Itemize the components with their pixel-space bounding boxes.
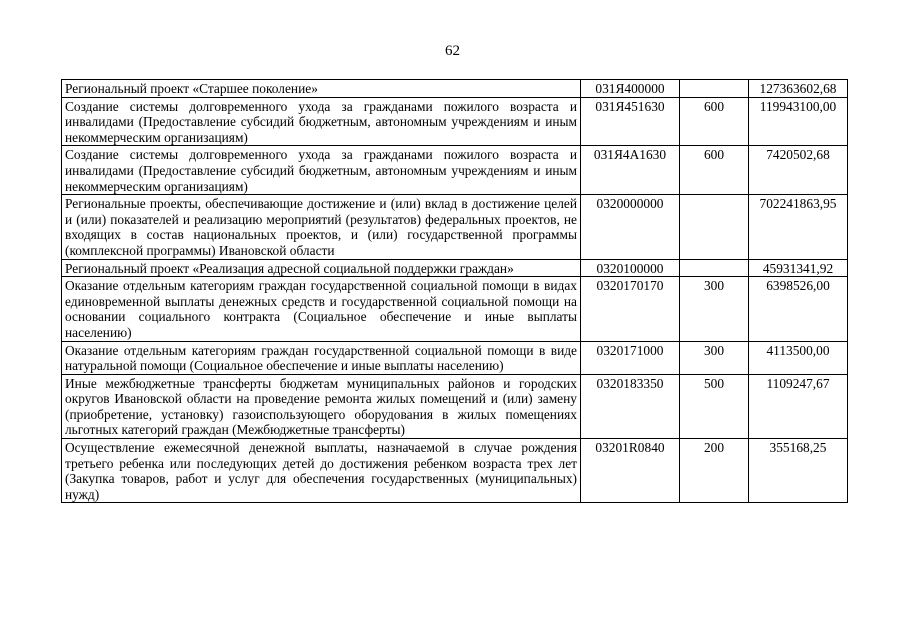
row-expense-type: 600 [680, 146, 749, 195]
row-amount: 1109247,67 [749, 374, 848, 438]
table-row [62, 374, 848, 438]
row-name: Создание системы долговременного ухода за гражданами пожилого возраста и инвалидами (Предоставление субсидий бюджетным, автономным учреждениям и иным некоммерческим организациям) [62, 97, 581, 146]
row-target-code: 031Я451630 [581, 97, 680, 146]
row-target-code: 031Я400000 [581, 80, 680, 98]
row-expense-type [680, 80, 749, 98]
row-target-code: 0320100000 [581, 259, 680, 277]
row-amount: 127363602,68 [749, 80, 848, 98]
table-row [62, 259, 848, 277]
row-target-code: 0320170170 [581, 277, 680, 341]
row-name: Оказание отдельным категориям граждан государственной социальной помощи в виде натуральной помощи (Социальное обеспечение и иные выплаты населению) [62, 341, 581, 374]
table-row [62, 97, 848, 146]
budget-table-body [62, 80, 848, 503]
budget-table [61, 79, 848, 503]
row-target-code: 031Я4А1630 [581, 146, 680, 195]
row-name: Иные межбюджетные трансферты бюджетам муниципальных районов и городских округов Ивановской области на проведение ремонта жилых помещений и (или) замену (приобретение, установку) газоиспользующего оборудования в жилых помещениях льготных категорий граждан (Межбюджетные трансферты) [62, 374, 581, 438]
row-amount: 702241863,95 [749, 195, 848, 259]
row-name: Региональный проект «Реализация адресной социальной поддержки граждан» [62, 259, 581, 277]
row-expense-type [680, 195, 749, 259]
table-row [62, 439, 848, 503]
row-amount: 119943100,00 [749, 97, 848, 146]
row-name: Создание системы долговременного ухода за гражданами пожилого возраста и инвалидами (Предоставление субсидий бюджетным, автономным учреждениям и иным некоммерческим организациям) [62, 146, 581, 195]
table-row [62, 341, 848, 374]
row-amount: 7420502,68 [749, 146, 848, 195]
row-amount: 6398526,00 [749, 277, 848, 341]
row-expense-type: 200 [680, 439, 749, 503]
table-row [62, 146, 848, 195]
row-expense-type: 600 [680, 97, 749, 146]
table-row [62, 277, 848, 341]
row-expense-type: 300 [680, 341, 749, 374]
row-amount: 4113500,00 [749, 341, 848, 374]
page-number: 62 [445, 43, 460, 59]
row-name: Оказание отдельным категориям граждан государственной социальной помощи в видах единовременной выплаты денежных средств и государственной социальной помощи на основании социального контракта (Социальное обеспечение и иные выплаты населению) [62, 277, 581, 341]
row-target-code: 0320000000 [581, 195, 680, 259]
table-row [62, 195, 848, 259]
row-target-code: 0320171000 [581, 341, 680, 374]
row-amount: 355168,25 [749, 439, 848, 503]
table-row [62, 80, 848, 98]
row-expense-type: 300 [680, 277, 749, 341]
row-name: Региональный проект «Старшее поколение» [62, 80, 581, 98]
row-target-code: 0320183350 [581, 374, 680, 438]
row-name: Осуществление ежемесячной денежной выплаты, назначаемой в случае рождения третьего ребенка или последующих детей до достижения ребенком возраста трех лет (Закупка товаров, работ и услуг для обеспечения государственных (муниципальных) нужд) [62, 439, 581, 503]
row-target-code: 03201R0840 [581, 439, 680, 503]
row-expense-type: 500 [680, 374, 749, 438]
row-expense-type [680, 259, 749, 277]
row-amount: 45931341,92 [749, 259, 848, 277]
row-name: Региональные проекты, обеспечивающие достижение и (или) вклад в достижение целей и (или) показателей и реализацию мероприятий (результатов) федеральных проектов, не входящих в состав национальных проектов, и (или) государственной программы (комплексной программы) Ивановской области [62, 195, 581, 259]
